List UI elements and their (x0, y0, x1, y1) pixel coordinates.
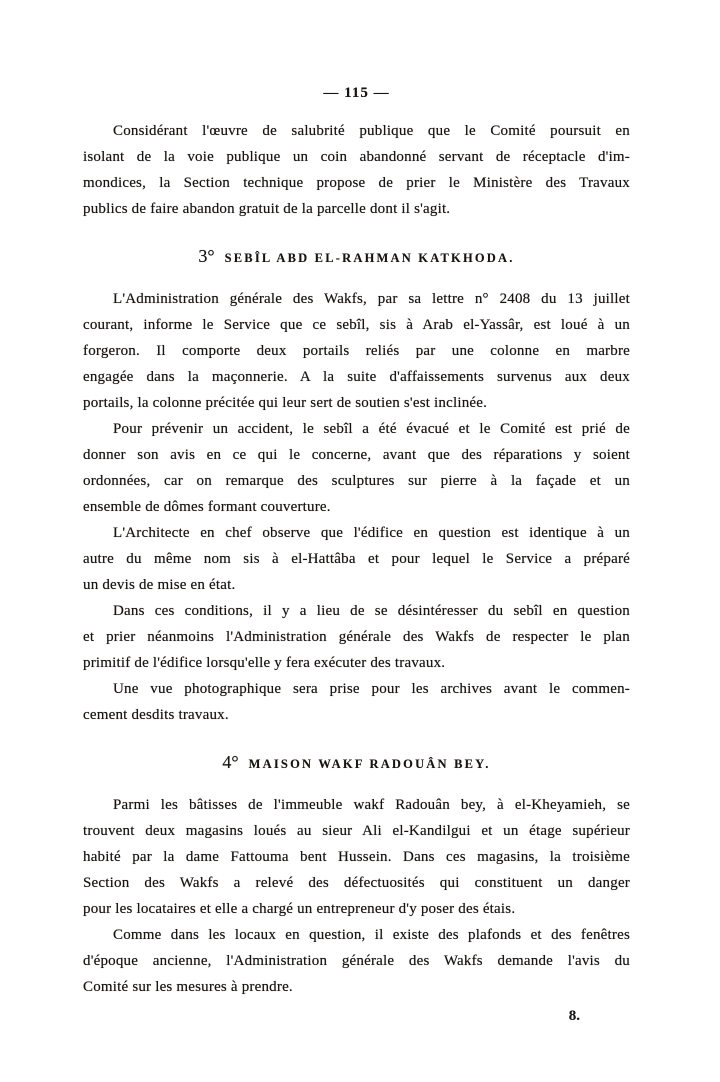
text-line: ensemble de dômes formant couverture. (83, 499, 331, 515)
text-line: autre du même nom sis à el-Hattâba et pour lequel le Service a préparé (83, 551, 630, 567)
intro-paragraph (83, 118, 630, 222)
text-line: L'Architecte en chef observe que l'édifice en question est identique à un (113, 525, 630, 541)
text-line: ordonnées, car on remarque des sculptures sur pierre à la façade et un (83, 473, 630, 489)
paragraph-sebil-4 (83, 598, 630, 676)
text-line: habité par la dame Fattouma bent Hussein. Dans ces magasins, la troisième (83, 849, 630, 865)
page-number: — 115 — (323, 85, 390, 101)
text-line: Comme dans les locaux en question, il existe des plafonds et des fenêtres (113, 927, 630, 943)
section-3-numeral: 3° (198, 246, 215, 266)
text-line: d'époque ancienne, l'Administration générale des Wakfs demande l'avis du (83, 953, 630, 969)
text-line: isolant de la voie publique un coin abandonné servant de réceptacle d'im- (83, 149, 630, 165)
text-line: portails, la colonne précitée qui leur sert de soutien s'est inclinée. (83, 395, 488, 411)
text-line: trouvent deux magasins loués au sieur Ali el-Kandilgui et un étage supérieur (83, 823, 630, 839)
text-line: forgeron. Il comporte deux portails reliés par une colonne en marbre (83, 343, 630, 359)
text-line: mondices, la Section technique propose de prier le Ministère des Travaux (83, 175, 630, 191)
paragraph-sebil-3 (83, 520, 630, 598)
text-line: Section des Wakfs a relevé des défectuosités qui constituent un danger (83, 875, 630, 891)
paragraph-sebil-2 (83, 416, 630, 520)
text-line: et prier néanmoins l'Administration générale des Wakfs de respecter le plan (83, 629, 630, 645)
section-3-title: SEBÎL ABD EL-RAHMAN KATKHODA. (224, 251, 515, 265)
section-4-numeral: 4° (222, 752, 239, 772)
text-line: engagée dans la maçonnerie. A la suite d'affaissements survenus aux deux (83, 369, 630, 385)
text-line: primitif de l'édifice lorsqu'elle y fera exécuter des travaux. (83, 655, 446, 671)
text-line: cement desdits travaux. (83, 707, 229, 723)
text-line: Dans ces conditions, il y a lieu de se désintéresser du sebîl en question (113, 603, 630, 619)
section-4-title: MAISON WAKF RADOUÂN BEY. (248, 757, 491, 771)
paragraph-sebil-1 (83, 286, 630, 416)
section-4-heading (83, 750, 630, 776)
text-line: pour les locataires et elle a chargé un entrepreneur d'y poser des étais. (83, 901, 516, 917)
text-line: L'Administration générale des Wakfs, par sa lettre n° 2408 du 13 juillet (113, 291, 630, 307)
text-line: Une vue photographique sera prise pour les archives avant le commen- (113, 681, 630, 697)
signature-mark: 8. (568, 1008, 580, 1024)
paragraph-sebil-5 (83, 676, 630, 728)
text-line: Considérant l'œuvre de salubrité publique que le Comité poursuit en (113, 123, 630, 139)
text-line: publics de faire abandon gratuit de la parcelle dont il s'agit. (83, 201, 451, 217)
paragraph-maison-1 (83, 792, 630, 922)
text-line: Pour prévenir un accident, le sebîl a été évacué et le Comité est prié de (113, 421, 630, 437)
paragraph-maison-2 (83, 922, 630, 1000)
text-line: courant, informe le Service que ce sebîl, sis à Arab el-Yassâr, est loué à un (83, 317, 630, 333)
text-line: Comité sur les mesures à prendre. (83, 979, 293, 995)
text-line: un devis de mise en état. (83, 577, 236, 593)
text-line: donner son avis en ce qui le concerne, avant que des réparations y soient (83, 447, 630, 463)
section-3-heading (83, 244, 630, 270)
text-line: Parmi les bâtisses de l'immeuble wakf Radouân bey, à el-Kheyamieh, se (113, 797, 630, 813)
